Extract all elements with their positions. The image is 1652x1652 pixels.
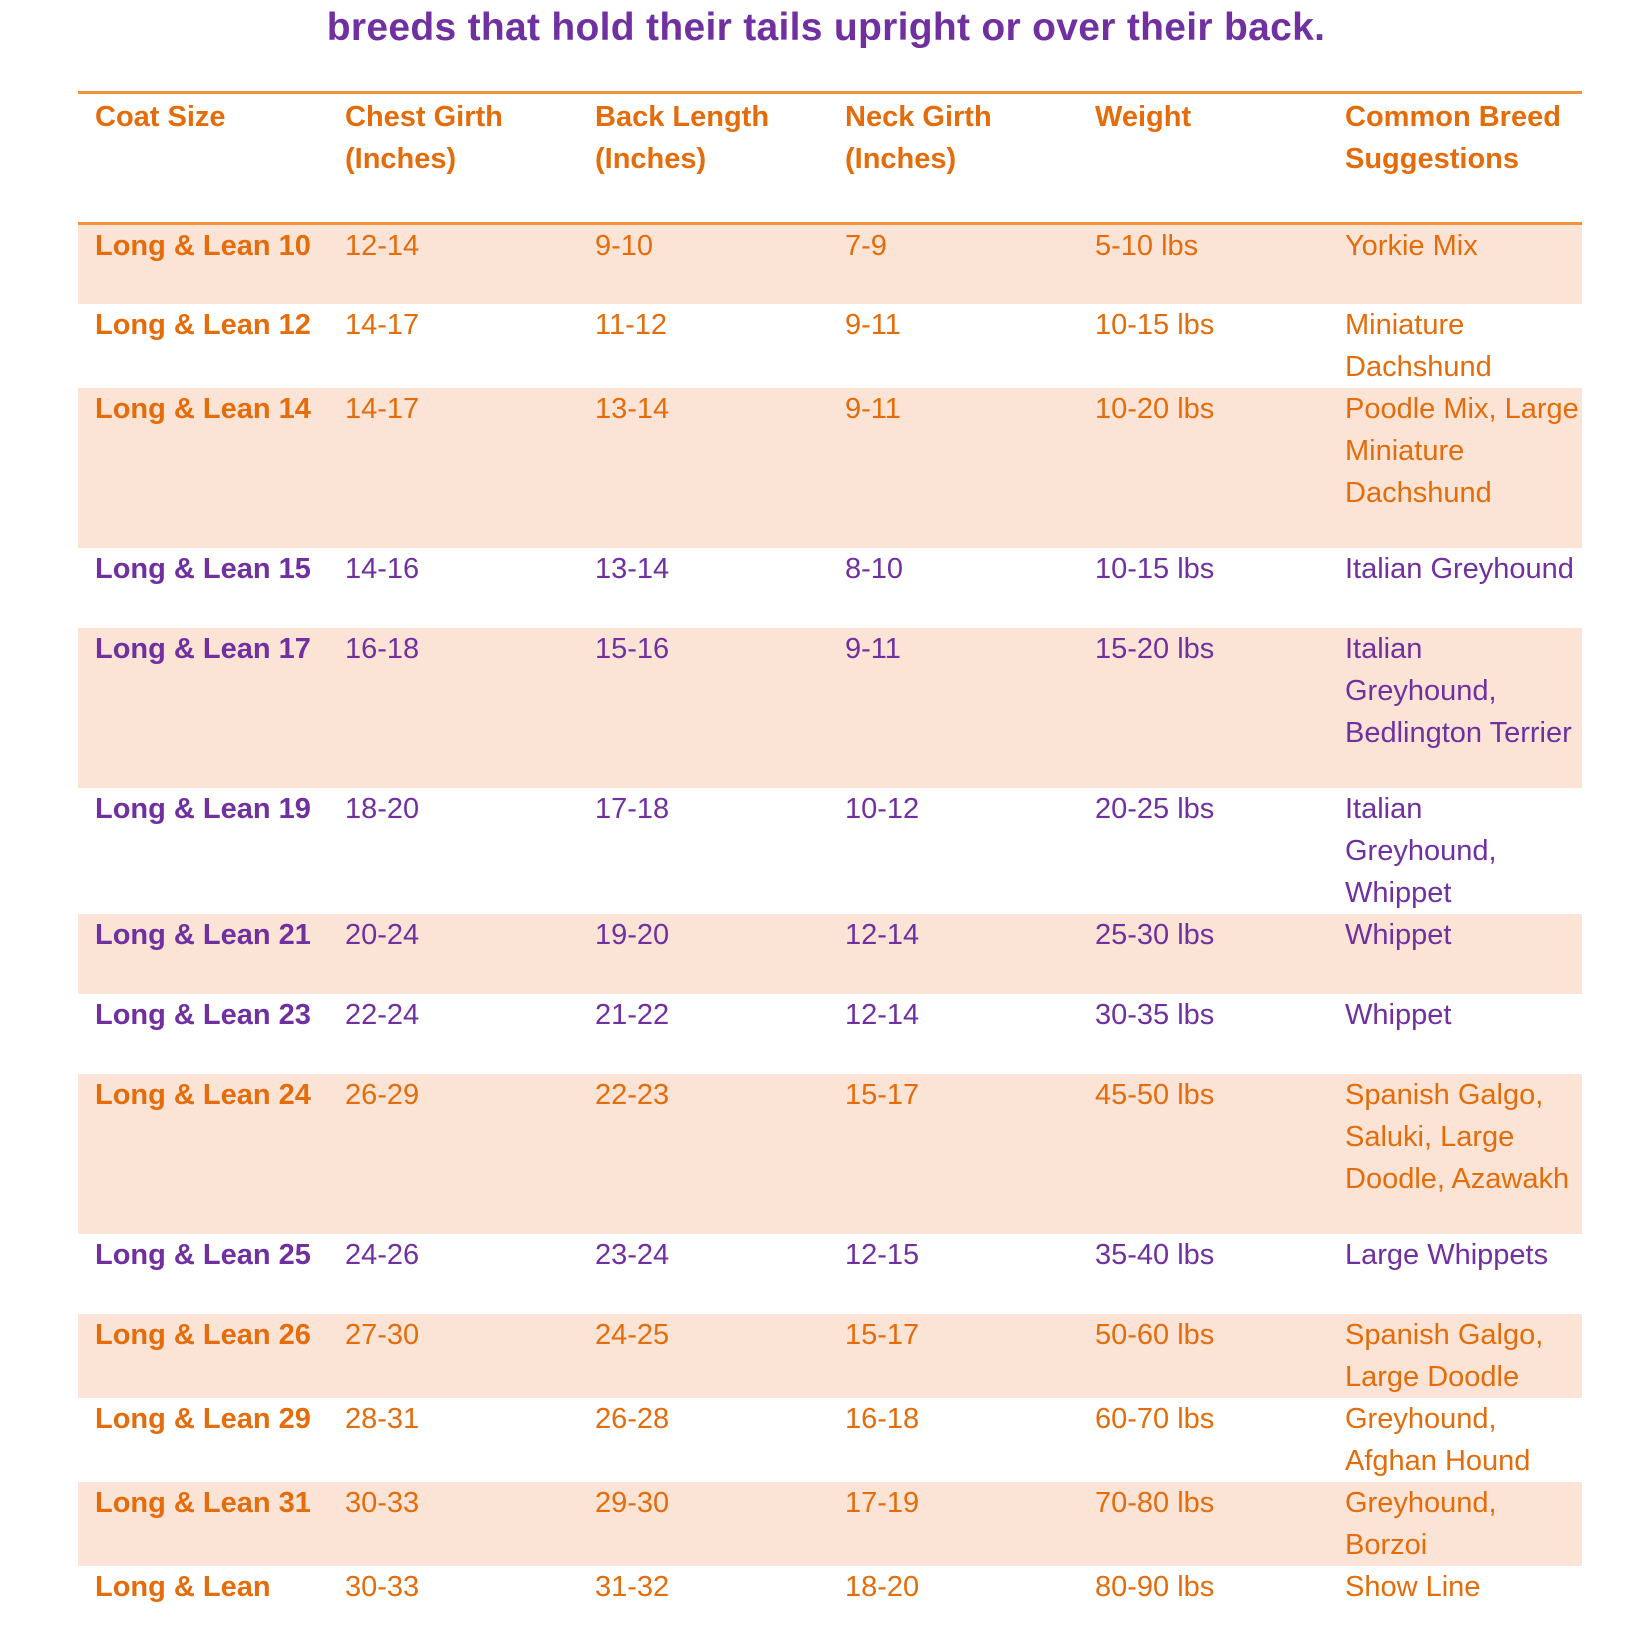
cell-chest-girth: 20-24: [328, 914, 578, 994]
cell-breed-suggestions: Whippet: [1345, 998, 1452, 1031]
cell-back-length: 17-18: [595, 792, 670, 825]
cell-chest-girth: 28-31: [345, 1402, 420, 1435]
cell-breed-suggestions: Whippet: [1328, 914, 1582, 994]
cell-coat-size: Long & Lean 12: [95, 308, 311, 341]
cell-weight: 20-25 lbs: [1095, 792, 1215, 825]
cell-chest-girth: 24-26: [345, 1238, 420, 1271]
table-body: [78, 224, 1582, 1646]
cell-weight: 35-40 lbs: [1095, 1238, 1215, 1271]
cell-back-length: 22-23: [578, 1074, 828, 1234]
cell-coat-size: Long & Lean 23: [95, 998, 311, 1031]
cell-breed-suggestions: Greyhound, Afghan Hound: [1345, 1402, 1531, 1477]
cell-weight: 45-50 lbs: [1078, 1074, 1328, 1234]
cell-neck-girth: 9-11: [828, 628, 1078, 788]
cell-coat-size: Long & Lean 29: [95, 1402, 311, 1435]
cell-breed-suggestions: Spanish Galgo, Large Doodle: [1328, 1314, 1582, 1398]
header-breed-suggestions: Common Breed Suggestions: [1345, 101, 1561, 175]
page-heading: breeds that hold their tails upright or over their back.: [326, 6, 1326, 49]
cell-breed-suggestions: Greyhound, Borzoi: [1328, 1482, 1582, 1566]
table-row: [78, 1234, 1582, 1314]
table-header: [78, 93, 1582, 224]
cell-weight: 50-60 lbs: [1078, 1314, 1328, 1398]
cell-back-length: 24-25: [578, 1314, 828, 1398]
cell-neck-girth: 12-15: [845, 1238, 920, 1271]
cell-back-length: 11-12: [595, 308, 668, 341]
cell-back-length: 31-32: [595, 1570, 670, 1603]
cell-chest-girth: 27-30: [328, 1314, 578, 1398]
cell-chest-girth: 16-18: [328, 628, 578, 788]
cell-neck-girth: 12-14: [828, 914, 1078, 994]
table-row: [78, 224, 1582, 304]
cell-neck-girth: 16-18: [845, 1402, 920, 1435]
cell-neck-girth: 17-19: [828, 1482, 1078, 1566]
header-back-length: Back Length (Inches): [595, 101, 770, 175]
cell-neck-girth: 10-12: [845, 792, 920, 825]
cell-chest-girth: 12-14: [328, 224, 578, 304]
cell-back-length: 19-20: [578, 914, 828, 994]
cell-neck-girth: 9-11: [845, 308, 901, 341]
cell-weight: 5-10 lbs: [1078, 224, 1328, 304]
cell-coat-size: Long & Lean 31: [78, 1482, 328, 1566]
cell-coat-size: Long & Lean: [95, 1570, 271, 1603]
cell-neck-girth: 7-9: [828, 224, 1078, 304]
cell-back-length: 15-16: [578, 628, 828, 788]
table-row: [78, 1074, 1582, 1234]
cell-weight: 10-20 lbs: [1078, 388, 1328, 548]
cell-breed-suggestions: Large Whippets: [1345, 1238, 1549, 1271]
cell-back-length: 29-30: [578, 1482, 828, 1566]
cell-weight: 60-70 lbs: [1095, 1402, 1215, 1435]
cell-coat-size: Long & Lean 25: [95, 1238, 311, 1271]
table-row: [78, 788, 1582, 914]
table-row: [78, 1482, 1582, 1566]
table-row: [78, 914, 1582, 994]
table-row: [78, 1398, 1582, 1482]
cell-back-length: 26-28: [595, 1402, 670, 1435]
cell-back-length: 21-22: [595, 998, 670, 1031]
cell-chest-girth: 30-33: [328, 1482, 578, 1566]
cell-coat-size: Long & Lean 17: [78, 628, 328, 788]
cell-back-length: 13-14: [578, 388, 828, 548]
cell-chest-girth: 14-17: [328, 388, 578, 548]
cell-back-length: 9-10: [578, 224, 828, 304]
cell-back-length: 23-24: [595, 1238, 670, 1271]
cell-breed-suggestions: Italian Greyhound, Bedlington Terrier: [1328, 628, 1582, 788]
cell-breed-suggestions: Spanish Galgo, Saluki, Large Doodle, Azawakh: [1328, 1074, 1582, 1234]
table-row: [78, 1314, 1582, 1398]
cell-weight: 80-90 lbs: [1095, 1570, 1215, 1603]
cell-neck-girth: 18-20: [845, 1570, 920, 1603]
cell-coat-size: Long & Lean 24: [78, 1074, 328, 1234]
header-coat-size: Coat Size: [95, 101, 226, 133]
cell-neck-girth: 12-14: [845, 998, 920, 1031]
cell-chest-girth: 14-16: [345, 552, 420, 585]
cell-weight: 10-15 lbs: [1095, 308, 1215, 341]
cell-weight: 10-15 lbs: [1095, 552, 1215, 585]
table-row: [78, 388, 1582, 548]
table-row: [78, 304, 1582, 388]
cell-neck-girth: 9-11: [828, 388, 1078, 548]
cell-neck-girth: 8-10: [845, 552, 904, 585]
cell-weight: 30-35 lbs: [1095, 998, 1215, 1031]
cell-chest-girth: 22-24: [345, 998, 420, 1031]
cell-coat-size: Long & Lean 21: [78, 914, 328, 994]
cell-weight: 15-20 lbs: [1078, 628, 1328, 788]
cell-weight: 25-30 lbs: [1078, 914, 1328, 994]
coat-size-table: [78, 91, 1582, 1646]
cell-breed-suggestions: Italian Greyhound: [1345, 552, 1574, 585]
cell-chest-girth: 14-17: [345, 308, 420, 341]
cell-coat-size: Long & Lean 26: [78, 1314, 328, 1398]
table-row: [78, 548, 1582, 628]
cell-coat-size: Long & Lean 10: [78, 224, 328, 304]
cell-coat-size: Long & Lean 15: [95, 552, 311, 585]
cell-neck-girth: 15-17: [828, 1074, 1078, 1234]
cell-breed-suggestions: Show Line: [1345, 1570, 1481, 1603]
cell-neck-girth: 15-17: [828, 1314, 1078, 1398]
cell-coat-size: Long & Lean 19: [95, 792, 311, 825]
cell-chest-girth: 30-33: [345, 1570, 420, 1603]
cell-breed-suggestions: Poodle Mix, Large Miniature Dachshund: [1328, 388, 1582, 548]
cell-chest-girth: 18-20: [345, 792, 420, 825]
cell-breed-suggestions: Italian Greyhound, Whippet: [1345, 792, 1497, 909]
table-row: [78, 994, 1582, 1074]
table-row: [78, 1566, 1582, 1646]
table-row: [78, 628, 1582, 788]
cell-breed-suggestions: Yorkie Mix: [1328, 224, 1582, 304]
cell-weight: 70-80 lbs: [1078, 1482, 1328, 1566]
cell-coat-size: Long & Lean 14: [78, 388, 328, 548]
header-row: [78, 93, 1582, 224]
header-chest-girth: Chest Girth (Inches): [345, 101, 503, 175]
cell-back-length: 13-14: [595, 552, 670, 585]
cell-chest-girth: 26-29: [328, 1074, 578, 1234]
header-neck-girth: Neck Girth (Inches): [845, 101, 992, 175]
header-weight: Weight: [1095, 101, 1192, 133]
cell-breed-suggestions: Miniature Dachshund: [1345, 308, 1492, 383]
